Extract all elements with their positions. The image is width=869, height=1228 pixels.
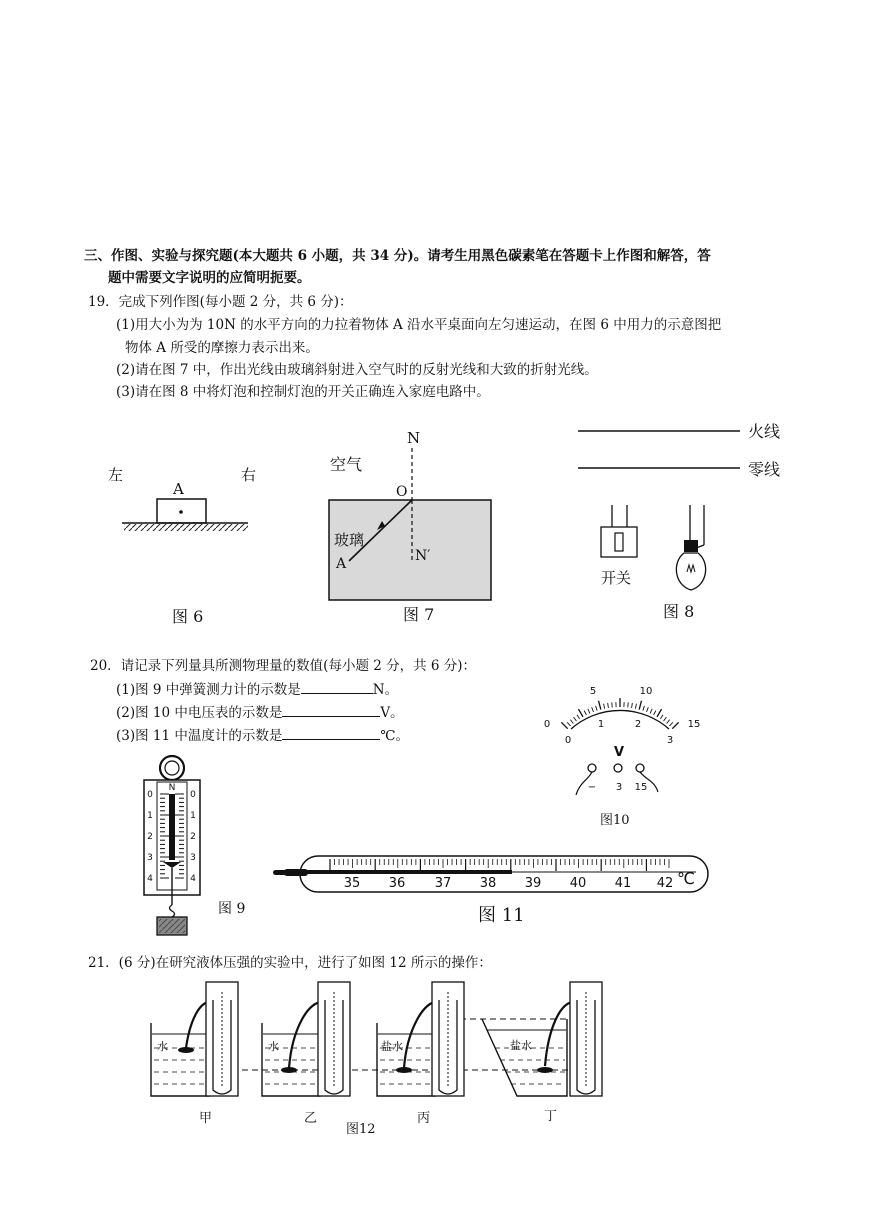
fig9-right-tick: 0: [190, 790, 196, 800]
fig6-caption: 图 6: [172, 607, 204, 626]
fig8-neutral-label: 零线: [748, 460, 781, 479]
fig10-terminal-label: −: [587, 782, 597, 793]
q19-part3: (3)请在图 8 中将灯泡和控制灯泡的开关正确连入家庭电路中。: [116, 384, 490, 400]
figure-10: [544, 686, 701, 828]
setup-label: 丙: [417, 1111, 431, 1126]
fig10-caption: 图10: [600, 813, 630, 828]
q20-part2-text: (2)图 10 中电压表的示数是: [116, 705, 283, 721]
fig10-outer-tick: 10: [639, 686, 653, 697]
figure-11: [273, 856, 708, 926]
setup-label: 甲: [199, 1111, 213, 1126]
spring-hook: [170, 905, 175, 917]
scale-tick: [647, 707, 649, 712]
table-hatching: [124, 524, 248, 531]
spring-pointer-rod: [169, 794, 175, 860]
liquid-label: 水: [268, 1040, 279, 1053]
fig11-tick-label: 38: [479, 876, 497, 891]
q19-part1-line1: (1)用大小为为 10N 的水平方向的力拉着物体 A 沿水平桌面向左匀速运动，在图 6 中用力的示意图把: [116, 317, 722, 333]
scale-tick: [604, 704, 605, 709]
setup-ding: [482, 982, 602, 1124]
q19-stem: 19．完成下列作图(每小题 2 分，共 6 分)：: [88, 294, 353, 310]
q20-part3-unit: ℃。: [380, 728, 409, 744]
fig10-inner-tick: 1: [597, 719, 605, 730]
figure-7: [329, 429, 491, 624]
scale-tick: [632, 703, 633, 708]
scale-tick: [599, 701, 601, 710]
scale-tick: [612, 702, 613, 707]
fig11-tick-label: 40: [569, 876, 587, 891]
scale-tick: [635, 704, 636, 709]
fig11-tick-label: 35: [343, 876, 361, 891]
figure-8: [578, 422, 780, 621]
scale-tick: [567, 722, 570, 726]
fig7-origin-label: O: [396, 484, 408, 500]
scale-tick: [663, 717, 666, 721]
scale-tick: [672, 722, 678, 728]
fig9-right-tick: 1: [190, 811, 196, 821]
liquid-label: 水: [157, 1040, 168, 1053]
setup-label: 乙: [304, 1111, 318, 1126]
q19-part1-line2: 物体 A 所受的摩擦力表示出来。: [125, 340, 319, 356]
scale-tick: [584, 711, 586, 715]
scale-tick: [643, 706, 645, 711]
scale-tick: [670, 722, 673, 726]
scale-tick: [654, 711, 656, 715]
q21-stem: 21．(6 分)在研究液体压强的实验中，进行了如图 12 所示的操作：: [88, 955, 492, 971]
scale-tick: [574, 717, 577, 721]
fig8-switch-label: 开关: [601, 569, 632, 587]
probe-head: [396, 1067, 412, 1073]
fig6-left-label: 左: [108, 466, 124, 484]
fig10-terminal-label: 3: [615, 782, 623, 793]
scale-tick: [592, 707, 594, 712]
fig7-caption: 图 7: [403, 605, 435, 624]
q20-stem: 20．请记录下列量具所测物理量的数值(每小题 2 分，共 6 分)：: [90, 658, 477, 674]
setup-yi: [262, 982, 350, 1126]
fig11-tick-label: 42: [656, 876, 674, 891]
liquid-label: 盐水: [381, 1040, 403, 1053]
scale-tick: [577, 715, 580, 719]
q20-part1-text: (1)图 9 中弹簧测力计的示数是: [116, 682, 301, 698]
terminal-3v: [614, 764, 622, 772]
section3-heading-line1: 三、作图、实验与探究题(本大题共 6 小题，共 34 分)。请考生用黑色碳素笔在答题卡上作图和解答，答: [84, 248, 711, 264]
fig6-block-label: A: [173, 480, 184, 498]
q20-part2-unit: V。: [380, 705, 404, 721]
fig9-left-tick: 4: [147, 874, 153, 884]
fig7-point-a-label: A: [336, 556, 347, 572]
probe-head: [178, 1047, 194, 1053]
q20-part1-unit: N。: [372, 682, 399, 698]
fig9-caption: 图 9: [218, 901, 246, 917]
fig11-tick-label: 36: [388, 876, 406, 891]
fig10-inner-tick: 3: [666, 735, 674, 746]
scale-tick: [667, 720, 670, 724]
gauge-board: [318, 982, 350, 1096]
section3-heading-line2: 题中需要文字说明的应简明扼要。: [108, 270, 311, 286]
scale-tick: [650, 709, 652, 714]
setup-jia: [151, 982, 238, 1126]
switch-toggle: [615, 533, 623, 551]
fig9-left-tick: 2: [147, 832, 153, 842]
glass-block: [329, 500, 491, 600]
fig10-terminal-label: 15: [634, 782, 648, 793]
fig7-normal-top-label: N: [407, 429, 421, 447]
scale-tick: [608, 703, 609, 708]
fig9-right-tick: 2: [190, 832, 196, 842]
fig10-outer-tick: 5: [589, 686, 597, 697]
scale-tick: [561, 722, 567, 728]
fig6-right-label: 右: [241, 466, 257, 484]
terminal-negative: [588, 764, 596, 772]
fig10-outer-tick: 0: [543, 719, 551, 730]
fig9-left-tick: 0: [147, 790, 153, 800]
scale-tick: [657, 709, 662, 717]
block-center-dot: [179, 510, 183, 514]
fig8-live-label: 火线: [748, 422, 781, 441]
lamp-socket: [684, 540, 698, 552]
voltmeter-scale-ticks: [561, 698, 678, 729]
scale-tick: [588, 709, 590, 714]
fig11-caption: 图 11: [478, 905, 525, 926]
figure-9: [144, 756, 245, 935]
fig12-caption: 图12: [346, 1122, 376, 1137]
fig11-tick-label: 41: [614, 876, 632, 891]
fig10-inner-tick: 2: [634, 719, 642, 730]
scale-tick: [660, 715, 663, 719]
figure-6: [108, 466, 256, 626]
fig9-left-tick: 3: [147, 853, 153, 863]
probe-head: [281, 1067, 297, 1073]
gauge-board: [570, 982, 602, 1096]
fig10-outer-tick: 15: [687, 719, 701, 730]
fig7-glass-label: 玻璃: [334, 531, 365, 549]
fig8-caption: 图 8: [663, 602, 695, 621]
setup-label: 丁: [544, 1109, 558, 1124]
mercury-column: [304, 870, 512, 874]
scale-tick: [579, 709, 584, 717]
scale-tick: [628, 702, 629, 707]
fig7-normal-bottom-label: N′: [415, 548, 431, 564]
fig10-inner-tick: 0: [564, 735, 572, 746]
fig9-left-tick: 1: [147, 811, 153, 821]
fig10-symbol: V: [613, 745, 625, 760]
terminal-15v: [636, 764, 644, 772]
fig11-unit: ℃: [677, 869, 695, 888]
fig7-air-label: 空气: [330, 455, 363, 474]
liquid-label: 盐水: [510, 1039, 532, 1052]
figure-12: [151, 982, 602, 1137]
q19-part2: (2)请在图 7 中，作出光线由玻璃斜射进入空气时的反射光线和大致的折射光线。: [116, 362, 598, 378]
scale-tick: [570, 720, 573, 724]
fig9-unit: N: [168, 783, 176, 793]
scale-tick: [639, 701, 641, 710]
probe-head: [537, 1067, 553, 1073]
fig11-tick-label: 37: [434, 876, 452, 891]
gauge-board: [432, 982, 464, 1096]
tapered-container: [482, 1019, 567, 1096]
gauge-board: [206, 982, 238, 1096]
fig9-right-tick: 3: [190, 853, 196, 863]
setup-bing: [377, 982, 464, 1126]
fig11-tick-label: 39: [524, 876, 542, 891]
q20-part3-text: (3)图 11 中温度计的示数是: [116, 728, 283, 744]
fig9-right-tick: 4: [190, 874, 196, 884]
scale-tick: [596, 706, 598, 711]
